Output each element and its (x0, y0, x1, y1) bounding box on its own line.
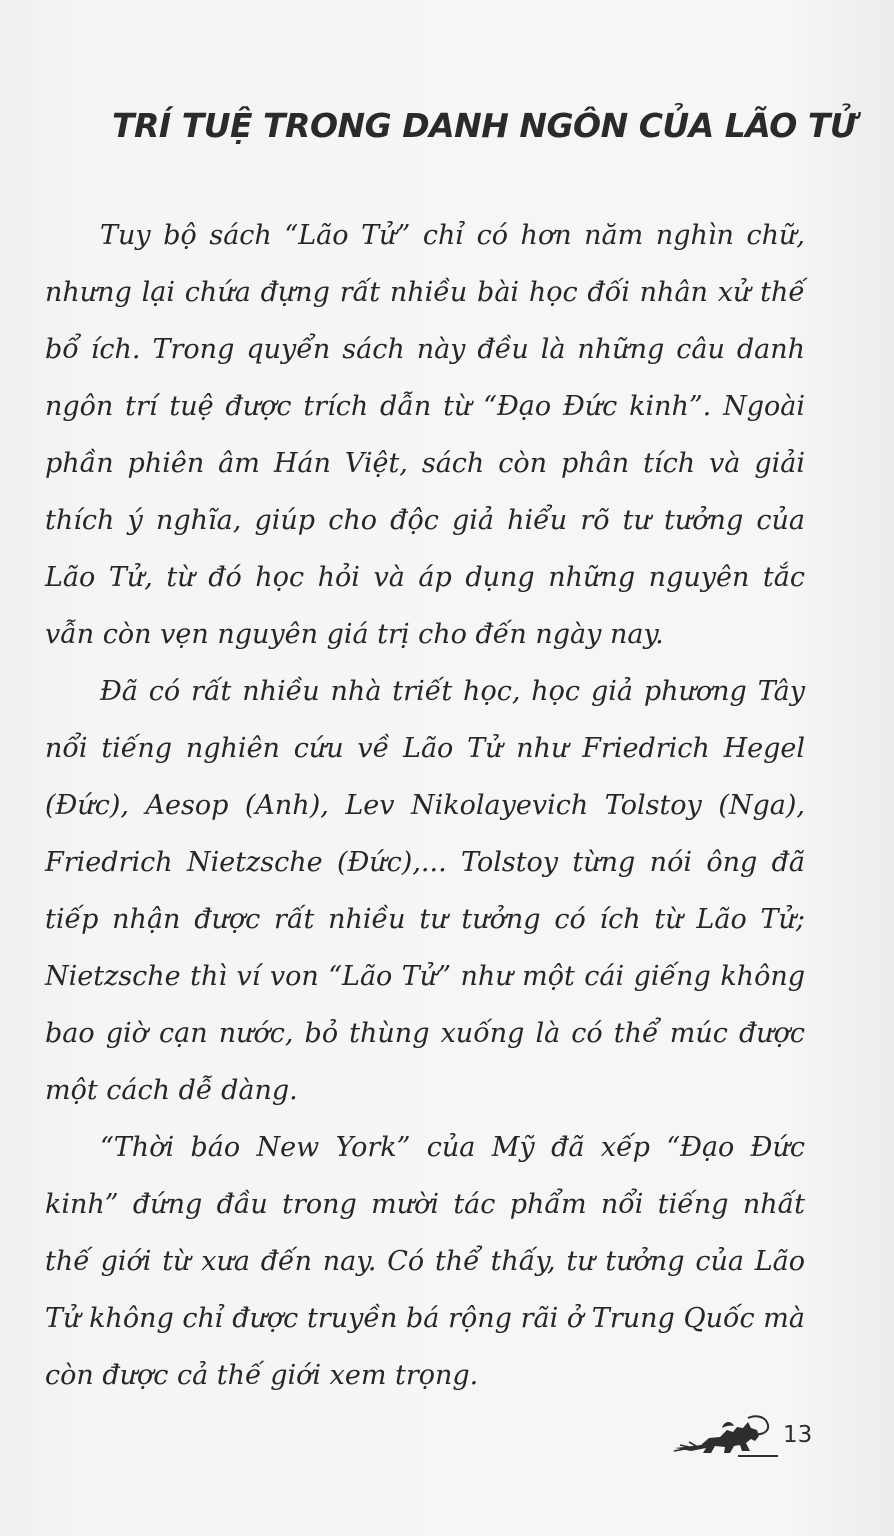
page-title: TRÍ TUỆ TRONG DANH NGÔN CỦA LÃO TỬ (112, 106, 857, 145)
page-number: 13 (783, 1422, 813, 1448)
paragraph-new-york-times: “Thời báo New York” của Mỹ đã xếp “Đạo Đức kinh” đứng đầu trong mười tác phẩm nổi tiếng nhất thế giới từ xưa đến nay. Có thể thấy, tư tưởng của Lão Tử không chỉ được truyền bá rộng rãi ở Trung Quốc mà còn được cả thế giới xem trọng. (45, 1132, 805, 1391)
body-text (45, 207, 805, 1404)
paragraph-western-scholars: Đã có rất nhiều nhà triết học, học giả phương Tây nổi tiếng nghiên cứu về Lão Tử như Friedrich Hegel (Đức), Aesop (Anh), Lev Nikolayevich Tolstoy (Nga), Friedrich Nietzsche (Đức),... Tolstoy từng nói ông đã tiếp nhận được rất nhiều tư tưởng có ích từ Lão Tử; Nietzsche thì ví von “Lão Tử” như một cái giếng không bao giờ cạn nước, bỏ thùng xuống là có thể múc được một cách dễ dàng. (45, 676, 805, 1106)
paragraph-intro: Tuy bộ sách “Lão Tử” chỉ có hơn năm nghìn chữ, nhưng lại chứa đựng rất nhiều bài học đối nhân xử thế bổ ích. Trong quyển sách này đều là những câu danh ngôn trí tuệ được trích dẫn từ “Đạo Đức kinh”. Ngoài phần phiên âm Hán Việt, sách còn phân tích và giải thích ý nghĩa, giúp cho độc giả hiểu rõ tư tưởng của Lão Tử, từ đó học hỏi và áp dụng những nguyên tắc vẫn còn vẹn nguyên giá trị cho đến ngày nay. (45, 220, 805, 650)
lao-tzu-riding-ox-icon (667, 1410, 779, 1466)
page-footer (667, 1410, 817, 1466)
